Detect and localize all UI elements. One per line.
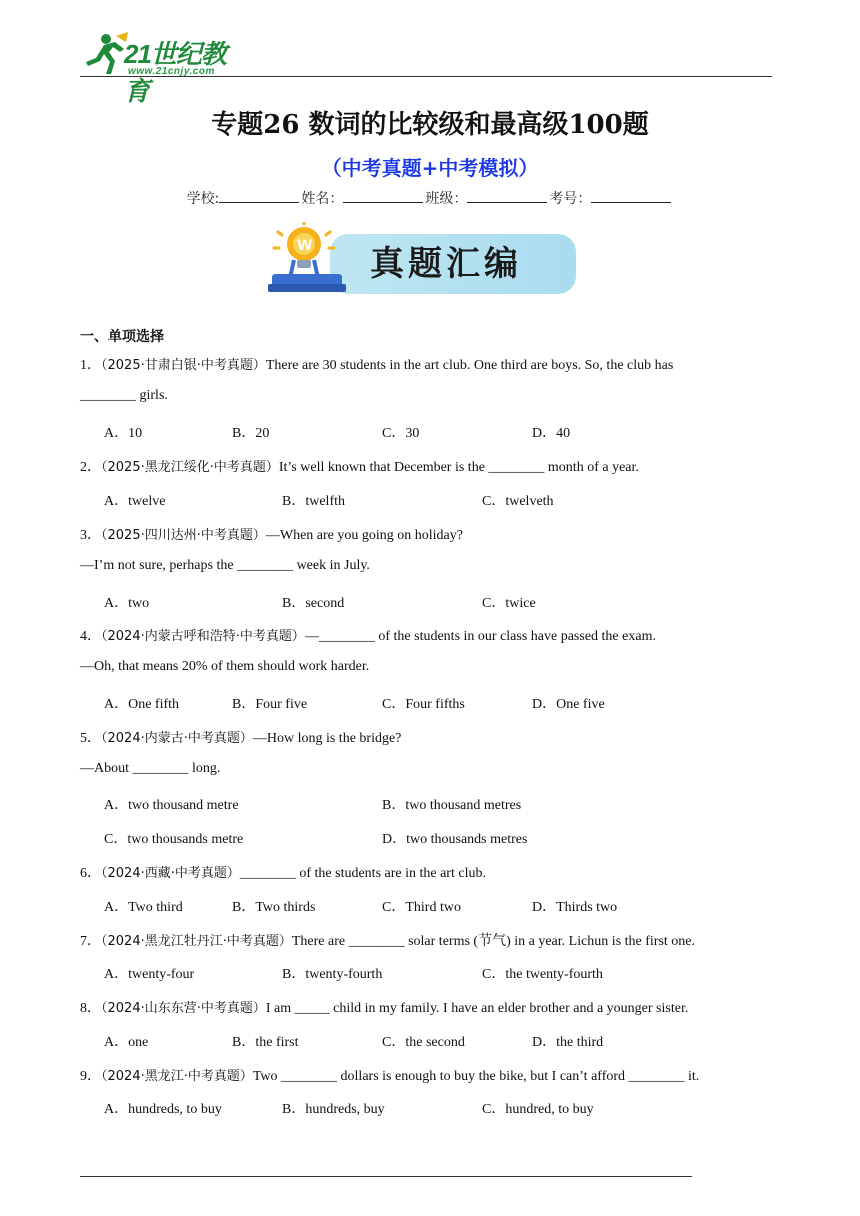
option-a[interactable]: A．10 bbox=[104, 426, 143, 441]
question-source: （2024·内蒙古呼和浩特·中考真题） bbox=[101, 629, 305, 644]
option-b[interactable]: B．second bbox=[282, 596, 345, 611]
question-number: 5． bbox=[80, 731, 101, 746]
option-b[interactable]: B．20 bbox=[232, 426, 270, 441]
question-3 bbox=[80, 524, 463, 544]
option-b[interactable]: B．the first bbox=[232, 1035, 299, 1050]
question-text: There are ________ solar terms (节气) in a year. Lichun is the first one. bbox=[291, 934, 696, 949]
question-number: 2． bbox=[80, 460, 101, 475]
option-a[interactable]: A．one bbox=[104, 1035, 149, 1050]
option-b[interactable]: B．twenty-fourth bbox=[282, 967, 383, 982]
student-info bbox=[0, 188, 860, 208]
option-b[interactable]: B．hundreds, buy bbox=[282, 1102, 385, 1117]
question-number: 9． bbox=[80, 1069, 101, 1084]
question-text: I am _____ child in my family. I have an elder brother and a younger sister. bbox=[265, 1001, 689, 1016]
option-d[interactable]: D．40 bbox=[532, 426, 571, 441]
name-blank[interactable] bbox=[343, 189, 423, 203]
question-text: Two ________ dollars is enough to buy the bike, but I can’t afford ________ it. bbox=[252, 1069, 700, 1084]
question-8 bbox=[80, 997, 688, 1017]
option-d[interactable]: D．One five bbox=[532, 697, 605, 712]
question-source: （2024·黑龙江牡丹江·中考真题） bbox=[101, 934, 292, 949]
question-4 bbox=[80, 625, 656, 645]
option-c[interactable]: C．twelveth bbox=[482, 494, 554, 509]
option-c[interactable]: C．hundred, to buy bbox=[482, 1102, 594, 1117]
question-source: （2024·内蒙古·中考真题） bbox=[101, 731, 253, 746]
question-9 bbox=[80, 1065, 699, 1085]
option-b[interactable]: B．twelfth bbox=[282, 494, 345, 509]
school-blank[interactable] bbox=[219, 189, 299, 203]
logo-brand: 21世纪教育 bbox=[124, 39, 226, 106]
question-text: —How long is the bridge? bbox=[252, 731, 402, 746]
question-number: 1． bbox=[80, 358, 101, 373]
section-heading: 一、单项选择 bbox=[80, 329, 164, 345]
question-text: It’s well known that December is the ________ month of a year. bbox=[278, 460, 639, 475]
option-d[interactable]: D．two thousands metres bbox=[382, 832, 528, 847]
class-blank[interactable] bbox=[467, 189, 547, 203]
question-text: ________ of the students are in the art club. bbox=[239, 866, 486, 881]
option-a[interactable]: A．twelve bbox=[104, 494, 166, 509]
question-text: —________ of the students in our class have passed the exam. bbox=[304, 629, 656, 644]
option-d[interactable]: D．Thirds two bbox=[532, 900, 618, 915]
question-1 bbox=[80, 354, 673, 374]
option-c[interactable]: C．two thousands metre bbox=[104, 832, 244, 847]
school-label: 学校: bbox=[186, 191, 220, 207]
option-d[interactable]: D．the third bbox=[532, 1035, 604, 1050]
section-banner bbox=[266, 222, 578, 298]
option-a[interactable]: A．two bbox=[104, 596, 150, 611]
option-a[interactable]: A．twenty-four bbox=[104, 967, 195, 982]
option-a[interactable]: A．Two third bbox=[104, 900, 183, 915]
runner-icon bbox=[80, 32, 130, 76]
option-a[interactable]: A．hundreds, to buy bbox=[104, 1102, 222, 1117]
question-number: 6． bbox=[80, 866, 101, 881]
question-4-cont: —Oh, that means 20% of them should work harder. bbox=[80, 659, 370, 674]
option-c[interactable]: C．30 bbox=[382, 426, 420, 441]
question-source: （2025·黑龙江绥化·中考真题） bbox=[101, 460, 279, 475]
option-c[interactable]: C．Third two bbox=[382, 900, 461, 915]
class-label: 班级： bbox=[425, 191, 468, 207]
footer-rule bbox=[80, 1176, 692, 1177]
question-source: （2025·甘肃白银·中考真题） bbox=[101, 358, 266, 373]
question-number: 3． bbox=[80, 528, 101, 543]
question-1-cont: ________ girls. bbox=[80, 388, 168, 403]
question-text: —When are you going on holiday? bbox=[265, 528, 463, 543]
question-2 bbox=[80, 456, 639, 476]
option-c[interactable]: C．twice bbox=[482, 596, 536, 611]
question-source: （2025·四川达州·中考真题） bbox=[101, 528, 266, 543]
question-source: （2024·山东东营·中考真题） bbox=[101, 1001, 266, 1016]
option-b[interactable]: B．Four five bbox=[232, 697, 308, 712]
question-5 bbox=[80, 727, 401, 747]
question-7 bbox=[80, 930, 695, 950]
question-source: （2024·黑龙江·中考真题） bbox=[101, 1069, 253, 1084]
banner-title: 真题汇编 bbox=[370, 244, 522, 284]
logo-url: www.21cnjy.com bbox=[128, 66, 215, 77]
question-3-cont: —I’m not sure, perhaps the ________ week in July. bbox=[80, 558, 370, 573]
option-a[interactable]: A．two thousand metre bbox=[104, 798, 239, 813]
option-c[interactable]: C．the second bbox=[382, 1035, 465, 1050]
page-title: 专题26 数词的比较级和最高级100题 bbox=[211, 110, 649, 140]
question-number: 8． bbox=[80, 1001, 101, 1016]
header-rule bbox=[80, 76, 772, 77]
option-b[interactable]: B．Two thirds bbox=[232, 900, 316, 915]
question-6 bbox=[80, 862, 486, 882]
svg-text:W: W bbox=[297, 238, 313, 254]
question-number: 4． bbox=[80, 629, 101, 644]
question-5-cont: —About ________ long. bbox=[80, 761, 221, 776]
option-a[interactable]: A．One fifth bbox=[104, 697, 180, 712]
question-number: 7． bbox=[80, 934, 101, 949]
option-c[interactable]: C．Four fifths bbox=[382, 697, 465, 712]
exam-no-label: 考号： bbox=[549, 191, 592, 207]
question-source: （2024·西藏·中考真题） bbox=[101, 866, 240, 881]
question-text: There are 30 students in the art club. One third are boys. So, the club has bbox=[265, 358, 674, 373]
logo bbox=[80, 32, 250, 106]
exam-no-blank[interactable] bbox=[591, 189, 671, 203]
page-subtitle: （中考真题+中考模拟） bbox=[321, 156, 539, 180]
name-label: 姓名： bbox=[301, 191, 344, 207]
option-b[interactable]: B．two thousand metres bbox=[382, 798, 522, 813]
option-c[interactable]: C．the twenty-fourth bbox=[482, 967, 603, 982]
